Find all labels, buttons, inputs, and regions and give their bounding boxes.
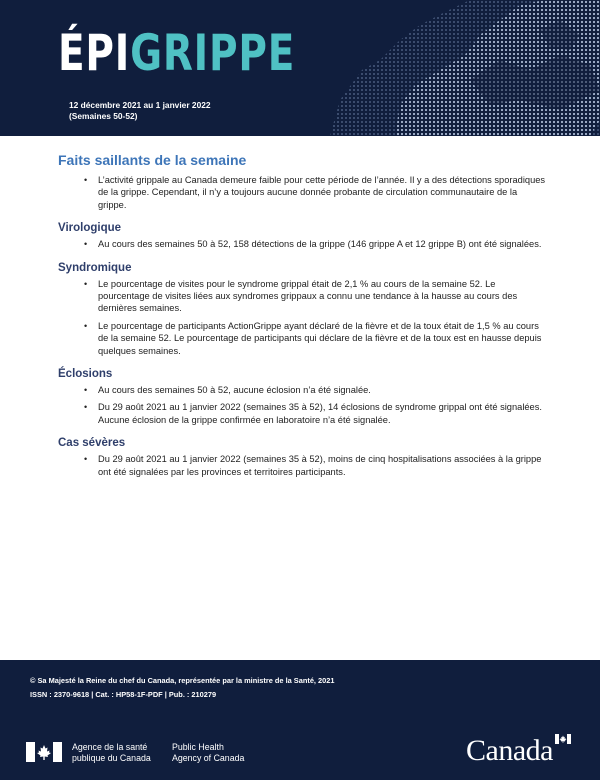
syndromic-heading: Syndromique — [58, 261, 132, 274]
canada-flag-icon — [26, 742, 62, 762]
title-part-grippe: GRIPPE — [130, 24, 296, 82]
footer — [0, 660, 600, 780]
main-content — [58, 152, 548, 483]
week-range: (Semaines 50-52) — [69, 111, 138, 121]
list-item: • Au cours des semaines 50 à 52, aucune éclosion n’a été signalée. — [98, 384, 548, 396]
severe-cases-heading: Cas sévères — [58, 437, 126, 450]
outbreaks-heading: Éclosions — [58, 368, 113, 381]
highlights-list — [58, 174, 548, 211]
catalogue-info: ISSN : 2370-9618 | Cat. : HP58-1F-PDF | Pub. : 210279 — [30, 690, 217, 699]
highlights-heading: Faits saillants de la semaine — [58, 152, 247, 168]
syndromic-list — [58, 278, 548, 357]
list-item: • Au cours des semaines 50 à 52, 158 détections de la grippe (146 grippe A et 12 grippe B) ont été signalées. — [98, 238, 548, 250]
agency-en-line-1: Public Health — [172, 742, 224, 752]
agency-fr-line-1: Agence de la santé — [72, 742, 148, 752]
copyright-notice: © Sa Majesté la Reine du chef du Canada, représentée par la ministre de la Santé, 2021 — [30, 676, 335, 685]
agency-name-english — [172, 742, 244, 764]
agency-fr-line-2: publique du Canada — [72, 753, 151, 763]
list-item: • Le pourcentage de participants ActionGrippe ayant déclaré de la fièvre et de la toux était de 1,5 % au cours de la semaine 52. Le pourcentage de participants qui déclare de la fièvre et de la toux est en hausse depuis quelques semaines. — [98, 320, 548, 357]
wordmark-flag-icon — [555, 734, 571, 744]
list-item: • Le pourcentage de visites pour le syndrome grippal était de 2,1 % au cours de la semaine 52. Le pourcentage de visites liées aux syndromes grippaux a connu une tendance à la hausse au cours des dernières semaines. — [98, 278, 548, 315]
severe-cases-list — [58, 453, 548, 478]
list-item: • Du 29 août 2021 au 1 janvier 2022 (semaines 35 à 52), moins de cinq hospitalisations associées à la grippe ont été signalées par les provinces et territoires participants. — [98, 453, 548, 478]
title-part-epi: ÉPI — [58, 24, 131, 82]
publication-title — [58, 24, 295, 82]
date-range: 12 décembre 2021 au 1 janvier 2022 — [69, 100, 211, 110]
virologic-list — [58, 238, 548, 250]
report-period — [69, 100, 211, 122]
agency-name-french — [72, 742, 151, 764]
list-item: • Du 29 août 2021 au 1 janvier 2022 (semaines 35 à 52), 14 éclosions de syndrome grippal ont été signalées. Aucune éclosion de la grippe confirmée en laboratoire n’a été signalée. — [98, 401, 548, 426]
outbreaks-list — [58, 384, 548, 426]
virologic-heading: Virologique — [58, 222, 122, 235]
list-item: • L’activité grippale au Canada demeure faible pour cette période de l’année. Il y a des détections sporadiques de la grippe. Cependant, il n’y a toujours aucune donnée probante de circulation communautaire de la grippe. — [98, 174, 548, 211]
canada-wordmark: Canada — [466, 734, 553, 767]
header-banner — [0, 0, 600, 136]
agency-en-line-2: Agency of Canada — [172, 753, 245, 763]
